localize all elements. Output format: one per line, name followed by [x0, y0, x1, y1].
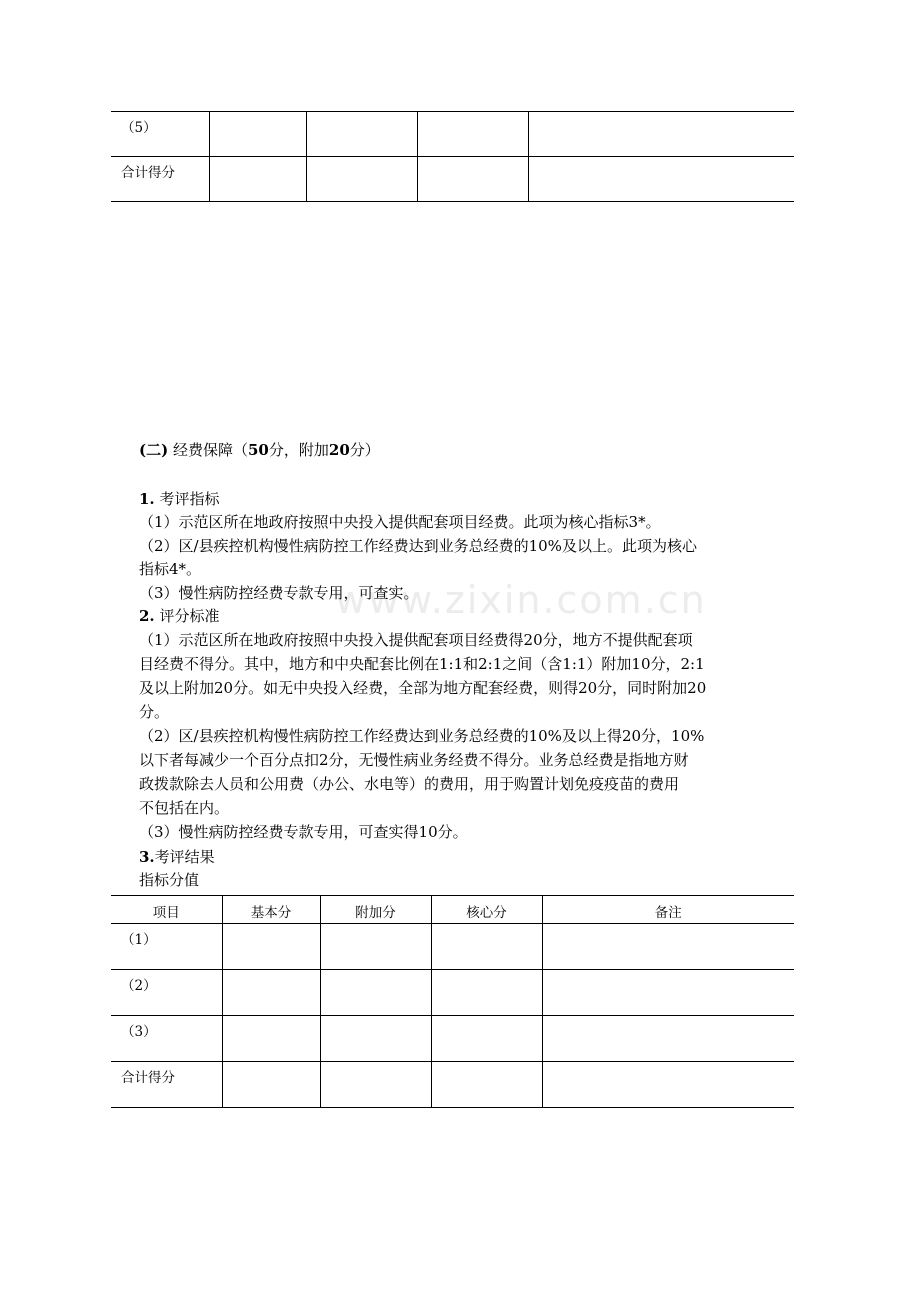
score-table-continued — [111, 111, 794, 202]
paragraph-line: 以下者每减少一个百分点扣2分，无慢性病业务经费不得分。业务总经费是指地方财 — [139, 751, 689, 769]
table-cell — [222, 970, 320, 1016]
table-row — [111, 157, 794, 202]
column-header: 项目 — [111, 896, 222, 924]
table-cell — [209, 157, 306, 202]
table-cell — [431, 1016, 542, 1062]
table-cell — [209, 112, 306, 157]
table-cell — [320, 1016, 431, 1062]
section-title: 经费保障（ — [172, 441, 248, 459]
paragraph-line: （2）区/县疾控机构慢性病防控工作经费达到业务总经费的10%及以上。此项为核心 — [139, 537, 697, 555]
score-table — [111, 895, 794, 1108]
table-row — [111, 970, 794, 1016]
table-cell — [431, 970, 542, 1016]
paragraph-line: 不包括在内。 — [139, 799, 230, 817]
table-cell — [542, 1062, 794, 1108]
table-cell — [528, 112, 794, 157]
table-cell — [417, 112, 528, 157]
table-header-row — [111, 896, 794, 924]
column-header: 备注 — [542, 896, 794, 924]
table-row — [111, 112, 794, 157]
criteria-number: 2. — [139, 607, 155, 625]
table-cell: 合计得分 — [111, 157, 209, 202]
table-cell — [542, 924, 794, 970]
table-cell — [222, 924, 320, 970]
table-cell — [320, 1062, 431, 1108]
table-cell — [222, 1016, 320, 1062]
results-subtitle: 指标分值 — [139, 871, 200, 889]
results-number: 3. — [139, 848, 155, 866]
paragraph-line: 分。 — [139, 703, 170, 721]
section-title-tail: 分） — [349, 441, 380, 459]
table-cell — [431, 1062, 542, 1108]
indicators-heading — [139, 488, 219, 511]
section-heading — [139, 439, 380, 462]
paragraph-line: （3）慢性病防控经费专款专用，可查实。 — [139, 584, 419, 602]
table-cell — [320, 924, 431, 970]
paragraph-line: （2）区/县疾控机构慢性病防控工作经费达到业务总经费的10%及以上得20分，10% — [139, 727, 705, 745]
table-cell — [320, 970, 431, 1016]
paragraph-line: （1）示范区所在地政府按照中央投入提供配套项目经费得20分，地方不提供配套项 — [139, 631, 693, 649]
paragraph-line: （3）慢性病防控经费专款专用，可查实得10分。 — [139, 823, 468, 841]
table-row — [111, 1062, 794, 1108]
indicators-number: 1. — [139, 490, 155, 508]
paragraph-line: 政拨款除去人员和公用费（办公、水电等）的费用，用于购置计划免疫疫苗的费用 — [139, 775, 680, 793]
results-heading — [139, 846, 215, 869]
table-cell — [306, 157, 417, 202]
table-cell — [417, 157, 528, 202]
table-cell — [542, 970, 794, 1016]
paragraph-line: 目经费不得分。其中，地方和中央配套比例在1:1和2:1之间（含1:1）附加10分，2:1 — [139, 655, 705, 673]
section-number: (二) — [139, 441, 169, 459]
table-row — [111, 1016, 794, 1062]
column-header: 核心分 — [431, 896, 542, 924]
table-cell: （1） — [111, 924, 222, 970]
table-row — [111, 924, 794, 970]
indicators-title: 考评指标 — [159, 490, 220, 508]
paragraph-line: 及以上附加20分。如无中央投入经费，全部为地方配套经费，则得20分，同时附加20 — [139, 679, 707, 697]
results-title: 考评结果 — [154, 848, 215, 866]
section-title-mid: 分，附加 — [268, 441, 329, 459]
criteria-title: 评分标准 — [159, 607, 220, 625]
table-cell — [306, 112, 417, 157]
table-cell: （5） — [111, 112, 209, 157]
table-cell — [542, 1016, 794, 1062]
table-cell: （3） — [111, 1016, 222, 1062]
section-score-base: 50 — [248, 441, 269, 459]
section-score-bonus: 20 — [328, 441, 350, 459]
column-header: 附加分 — [320, 896, 431, 924]
criteria-heading — [139, 605, 219, 628]
table-cell — [431, 924, 542, 970]
paragraph-line: 指标4*。 — [139, 560, 202, 578]
watermark: www.zixin.com.cn — [335, 578, 707, 622]
column-header: 基本分 — [222, 896, 320, 924]
table-cell — [528, 157, 794, 202]
table-cell — [222, 1062, 320, 1108]
paragraph-line: （1）示范区所在地政府按照中央投入提供配套项目经费。此项为核心指标3*。 — [139, 513, 661, 531]
table-cell: （2） — [111, 970, 222, 1016]
table-cell: 合计得分 — [111, 1062, 222, 1108]
